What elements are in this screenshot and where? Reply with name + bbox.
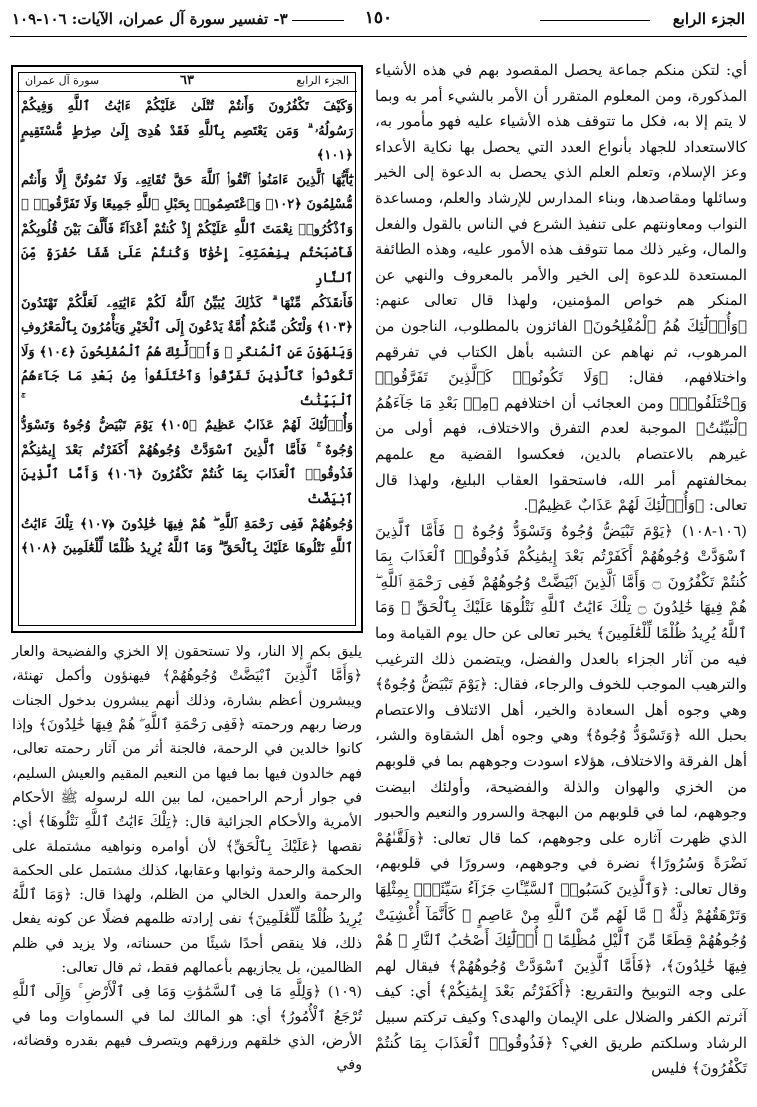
mushaf-frame — [11, 65, 363, 633]
header-page-number: ١٥٠ — [364, 8, 393, 28]
quran-line: ٱللَّهِ نَتْلُوهَا عَلَيْكَ بِٱلْحَقِّ ۗ وَمَا ٱللَّهُ يُرِيدُ ظُلْمًا لِّلْعَٰلَمِينَ ﴿١٠٨﴾ — [21, 541, 353, 557]
quran-line: وَٱذْكُرُوا۟ نِعْمَتَ ٱللَّهِ عَلَيْكُمْ إِذْ كُنتُمْ أَعْدَآءً فَأَلَّفَ بَيْنَ قُلُوبِكُمْ — [21, 221, 353, 237]
quran-line: رَسُولُهُۥ ۗ وَمَن يَعْتَصِم بِٱللَّهِ فَقَدْ هُدِىَ إِلَىٰ صِرَٰطٍ مُّسْتَقِيمٍ ﴿١٠١﴾ — [21, 123, 353, 164]
quran-line: فَأَصْبَحْتُم بِنِعْمَتِهِۦٓ إِخْوَٰنًا وَكُنتُمْ عَلَىٰ شَفَا حُفْرَةٍ مِّنَ ٱلنَّارِ — [21, 246, 353, 286]
mushaf-band — [17, 71, 357, 92]
commentary-paragraph: (١٠٩) ﴿وَلِلَّهِ مَا فِى ٱلسَّمَٰوَٰتِ وَمَا فِى ٱلْأَرْضِ ۚ وَإِلَى ٱللَّهِ تُرْجَعُ ٱلْأُمُورُ﴾ أي: هو المالك لما في السماوات وما في الأرض، الذي خلقهم ورزقهم ويتصرف فيهم بقدره وقضائه، وفي — [12, 984, 362, 1074]
mushaf-juz-label: الجزء الرابع — [296, 74, 349, 87]
quran-line: تَكُونُوا۟ كَٱلَّذِينَ تَفَرَّقُوا۟ وَٱخْتَلَفُوا۟ مِنۢ بَعْدِ مَا جَآءَهُمُ ٱلْبَيِّنَٰتُ ۚ — [21, 369, 353, 409]
quran-line: وُجُوهُهُمْ فَفِى رَحْمَةِ ٱللَّهِ ۖ هُمْ فِيهَا خَٰلِدُونَ ﴿١٠٧﴾ تِلْكَ ءَايَٰتُ — [21, 516, 354, 532]
quran-line: فَأَنقَذَكُم مِّنْهَا ۗ كَذَٰلِكَ يُبَيِّنُ ٱللَّهُ لَكُمْ ءَايَٰتِهِۦ لَعَلَّكُمْ تَهْتَدُونَ — [21, 295, 353, 311]
header-section-title: ٣- تفسير سورة آل عمران، الآيات: ١٠٦-١٠٩ — [12, 10, 288, 28]
quran-line: وُجُوهٌ ۚ فَأَمَّا ٱلَّذِينَ ٱسْوَدَّتْ وُجُوهُهُمْ أَكَفَرْتُم بَعْدَ إِيمَٰنِكُمْ — [21, 442, 353, 458]
quran-line: وَيَنْهَوْنَ عَنِ ٱلْمُنكَرِ ۚ وَأُو۟لَٰٓئِكَ هُمُ ٱلْمُفْلِحُونَ ﴿١٠٤﴾ وَلَا — [21, 344, 353, 360]
commentary-paragraph: أي: لتكن منكم جماعة يحصل المقصود بهم في هذه الأشياء المذكورة، ومن المعلوم المتقرر أن الأمر بالشيء أمر به وبما لا يتم إلا به، فكل ما تتوقف هذه الأشياء عليه فهو مأمور به، كالاستعداد للجهاد بأنواع العدد التي يحصل بها نكاية الأعداء وعز الإسلام، وتعلم العلم الذي يحصل به الدعوة إلى الخير وسائلها ومقاصدها، وبناء المدارس للإرشاد والعلم، ومساعدة النواب ومعاونتهم على تنفيذ الشرع في الناس بالقول والفعل والمال، وغير ذلك مما تتوقف هذه الأمور عليه، وهذه الطائفة المستعدة للدعوة إلى الخير والأمر بالمعروف والنهي عن المنكر هم خواص المؤمنين، ولهذا قال تعالى عنهم: ﴿وَأُو۟لَٰٓئِكَ هُمُ ٱلْمُفْلِحُونَ﴾ الفائزون بالمطلوب، الناجون من المرهوب، ثم نهاهم عن التشبه بأهل الكتاب في تفرقهم واختلافهم، فقال: ﴿وَلَا تَكُونُوا۟ كَٱلَّذِينَ تَفَرَّقُوا۟ وَٱخْتَلَفُوا۟﴾ ومن العجائب أن اختلافهم ﴿مِنۢ بَعْدِ مَا جَآءَهُمُ ٱلْبَيِّنَٰتُ﴾ الموجبة لعدم التفرق والاختلاف، فهم أولى من غيرهم بالاعتصام بالدين، فعكسوا القضية مع علمهم بمخالفتهم أمر الله، فاستحقوا العقاب البليغ، ولهذا قال تعالى: ﴿وَأُو۟لَٰٓئِكَ لَهُمْ عَذَابٌ عَظِيمٌ﴾. — [375, 61, 747, 515]
quran-line: ﴿١٠٣﴾ وَلْتَكُن مِّنكُمْ أُمَّةٌ يَدْعُونَ إِلَى ٱلْخَيْرِ وَيَأْمُرُونَ بِٱلْمَعْرُوفِ — [21, 320, 353, 336]
page-header — [12, 6, 745, 34]
commentary-right-column — [375, 58, 747, 1082]
quran-line: وَكَيْفَ تَكْفُرُونَ وَأَنتُمْ تُتْلَىٰ عَلَيْكُمْ ءَايَٰتُ ٱللَّهِ وَفِيكُمْ — [21, 99, 353, 114]
header-juz: الجزء الرابع — [672, 10, 745, 28]
commentary-paragraph: يليق بكم إلا النار، ولا تستحقون إلا الخزي والفضيحة والعار ﴿وَأَمَّا ٱلَّذِينَ ٱبْيَضَّتْ وُجُوهُهُمْ﴾ فيهنؤون وأكمل تهنئة، ويبشرون أعظم بشارة، وذلك أنهم يبشرون بدخول الجنات ورضا ربهم ورحمته ﴿فَفِى رَحْمَةِ ٱللَّهِ ۖ هُمْ فِيهَا خَٰلِدُونَ﴾ وإذا كانوا خالدين في الرحمة، فالجنة أثر من آثار رحمته تعالى، فهم خالدون فيها بما فيها من النعيم المقيم والعيش السليم، في جوار أرحم الراحمين، لما بين الله لرسوله ﷺ الأحكام الأمرية والأحكام الجزائية قال: ﴿تِلْكَ ءَايَٰتُ ٱللَّهِ نَتْلُوهَا﴾ أي: نقصها ﴿عَلَيْكَ بِٱلْحَقِّ﴾ لأن أوامره ونواهيه مشتملة على الحكمة والرحمة وثوابها وعقابها، كذلك مشتمل على الحكمة والرحمة والعدل الخالي من الظلم، ولهذا قال: ﴿وَمَا ٱللَّهُ يُرِيدُ ظُلْمًا لِّلْعَٰلَمِينَ﴾ نفى إرادته ظلمهم فضلًا عن كونه يفعل ذلك، فلا ينقص أحدًا شيئًا من حسناته، ولا يزيد في ظلم الظالمين، بل يجازيهم بأعمالهم فقط، ثم قال تعالى: — [12, 644, 362, 977]
quran-line: مُّسْلِمُونَ ﴿١٠٢﴾ وَٱعْتَصِمُوا۟ بِحَبْلِ ٱللَّهِ جَمِيعًا وَلَا تَفَرَّقُوا۟ ۚ — [20, 197, 353, 213]
header-rule-left — [292, 20, 344, 21]
quran-line: يَٰٓأَيُّهَا ٱلَّذِينَ ءَامَنُوا۟ ٱتَّقُوا۟ ٱللَّهَ حَقَّ تُقَاتِهِۦ وَلَا تَمُوتُنَّ إِلَّا وَأَنتُم — [21, 172, 353, 188]
header-divider — [10, 36, 747, 37]
mushaf-page-number: ٦٣ — [180, 73, 194, 88]
commentary-bottom-column — [12, 640, 362, 1078]
quran-line: وَأُو۟لَٰٓئِكَ لَهُمْ عَذَابٌ عَظِيمٌ ﴿١٠٥﴾ يَوْمَ تَبْيَضُّ وُجُوهٌ وَتَسْوَدُّ — [21, 418, 353, 434]
commentary-paragraph: (١٠٦-١٠٨) ﴿يَوْمَ تَبْيَضُّ وُجُوهٌ وَتَسْوَدُّ وُجُوهٌ ۚ فَأَمَّا ٱلَّذِينَ ٱسْوَدَّتْ وُجُوهُهُمْ أَكَفَرْتُم بَعْدَ إِيمَٰنِكُمْ فَذُوقُوا۟ ٱلْعَذَابَ بِمَا كُنتُمْ تَكْفُرُونَ ۝ وَأَمَّا ٱلَّذِينَ ٱبْيَضَّتْ وُجُوهُهُمْ فَفِى رَحْمَةِ ٱللَّهِ ۖ هُمْ فِيهَا خَٰلِدُونَ ۝ تِلْكَ ءَايَٰتُ ٱللَّهِ نَتْلُوهَا عَلَيْكَ بِٱلْحَقِّ ۗ وَمَا ٱللَّهُ يُرِيدُ ظُلْمًا لِّلْعَٰلَمِينَ﴾ يخبر تعالى عن حال يوم القيامة وما فيه من آثار الجزاء بالعدل والفضل، ويتضمن ذلك الترغيب والترهيب الموجب للخوف والرجاء، فقال: ﴿يَوْمَ تَبْيَضُّ وُجُوهٌ﴾ وهي وجوه أهل السعادة والخير، أهل الائتلاف والاعتصام بحبل الله ﴿وَتَسْوَدُّ وُجُوهٌ﴾ وهي وجوه أهل الشقاوة والشر، أهل الفرقة والاختلاف، هؤلاء اسودت وجوههم بما في قلوبهم من الخزي والهوان والذلة والفضيحة، وأولئك ابيضت وجوههم، لما في قلوبهم من البهجة والسرور والنعيم والحبور الذي ظهرت آثاره على وجوههم، كما قال تعالى: ﴿وَلَقَّىٰهُمْ نَضْرَةً وَسُرُورًا﴾ نضرة في وجوههم، وسرورًا في قلوبهم، وقال تعالى: ﴿وَٱلَّذِينَ كَسَبُوا۟ ٱلسَّيِّـَٔاتِ جَزَآءُ سَيِّئَةٍۭ بِمِثْلِهَا وَتَرْهَقُهُمْ ذِلَّةٌ ۖ مَّا لَهُم مِّنَ ٱللَّهِ مِنْ عَاصِمٍ ۖ كَأَنَّمَآ أُغْشِيَتْ وُجُوهُهُمْ قِطَعًا مِّنَ ٱلَّيْلِ مُظْلِمًا ۚ أُو۟لَٰٓئِكَ أَصْحَٰبُ ٱلنَّارِ ۖ هُمْ فِيهَا خَٰلِدُونَ﴾، ﴿فَأَمَّا ٱلَّذِينَ ٱسْوَدَّتْ وُجُوهُهُمْ﴾ فيقال لهم على وجه التوبيخ والتقريع: ﴿أَكَفَرْتُم بَعْدَ إِيمَٰنِكُمْ﴾ أي: كيف آثرتم الكفر والضلال على الإيمان والهدى؟ وكيف تركتم سبيل الرشاد وسلكتم طريق الغي؟ ﴿فَذُوقُوا۟ ٱلْعَذَابَ بِمَا كُنتُمْ تَكْفُرُونَ﴾ فليس — [375, 521, 747, 1078]
quran-line: فَذُوقُوا۟ ٱلْعَذَابَ بِمَا كُنتُمْ تَكْفُرُونَ ﴿١٠٦﴾ وَأَمَّا ٱلَّذِينَ ٱبْيَضَّتْ — [21, 467, 353, 507]
mushaf-surah-label: سورة آل عمران — [25, 74, 100, 87]
quran-text — [21, 95, 353, 562]
